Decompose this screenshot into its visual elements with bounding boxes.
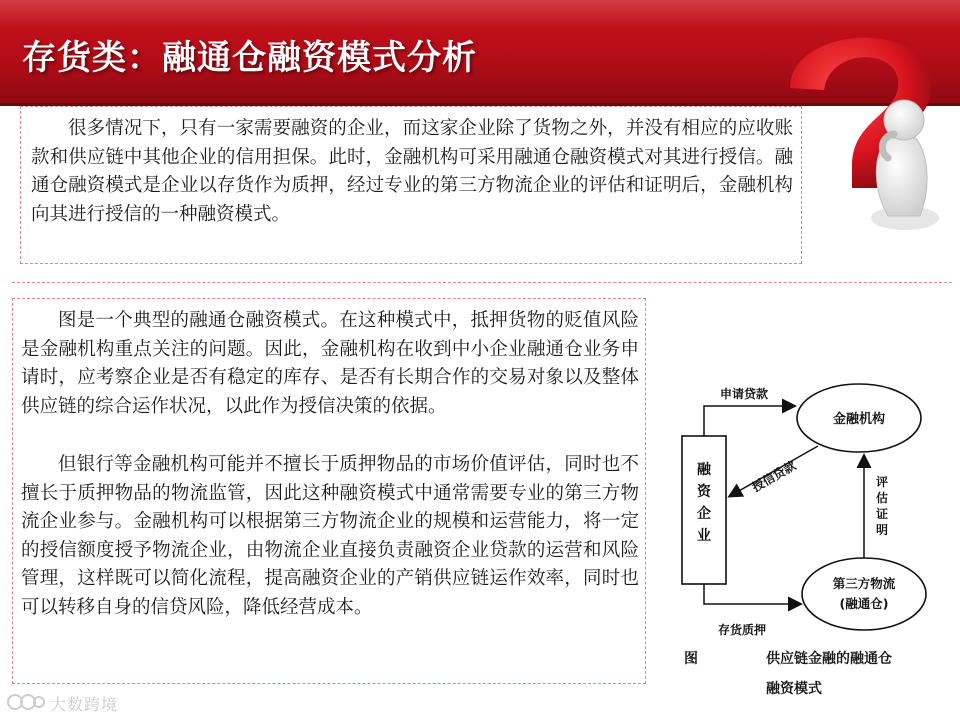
watermark-text: 大数跨境 xyxy=(50,695,119,714)
evaluation-char-2: 估 xyxy=(875,491,889,505)
enterprise-char-3: 企 xyxy=(697,506,711,522)
watermark-logo-icon xyxy=(6,690,46,714)
watermark xyxy=(6,690,130,716)
logistics-node xyxy=(802,558,926,630)
evaluation-char-1: 评 xyxy=(875,475,889,489)
logistics-node-label-2: (融通仓) xyxy=(839,596,889,611)
bank-node-label: 金融机构 xyxy=(832,412,886,427)
section-divider xyxy=(12,282,952,283)
apply-loan-arrow xyxy=(704,406,794,436)
credit-loan-label: 授信贷款 xyxy=(749,458,799,495)
pledge-label: 存货质押 xyxy=(717,623,767,637)
page-title: 存货类：融通仓融资模式分析 xyxy=(22,38,477,78)
enterprise-char-2: 资 xyxy=(697,484,711,500)
body-text-box xyxy=(12,298,646,684)
enterprise-char-4: 业 xyxy=(697,528,711,544)
intro-text-box xyxy=(20,106,802,264)
intro-paragraph: 很多情况下，只有一家需要融资的企业，而这家企业除了货物之外，并没有相应的应收账款和供应链中其他企业的信用担保。此时，金融机构可采用融通仓融资模式对其进行授信。融通仓融资模式是企业以存货作为质押，经过专业的第三方物流企业的评估和证明后，金融机构向其进行授信的一种融资模式。 xyxy=(31,118,793,225)
figure-caption-label: 图 xyxy=(684,651,698,667)
body-paragraph-2: 但银行等金融机构可能并不擅长于质押物品的市场价值评估，同时也不擅长于质押物品的物流监管，因此这种融资模式中通常需要专业的第三方物流企业参与。金融机构可以根据第三方物流企业的规模和运营能力，将一定的授信额度授予物流企业，由物流企业直接负责融资企业贷款的运营和风险管理，这样既可以简化流程，提高融资企业的产销供应链运作效率，同时也可以转移自身的信贷风险，降低经营成本。 xyxy=(21,454,639,618)
evaluation-char-3: 证 xyxy=(875,507,889,521)
body-paragraph-1: 图是一个典型的融通仓融资模式。在这种模式中，抵押货物的贬值风险是金融机构重点关注的问题。因此，金融机构在收到中小企业融通仓业务申请时，应考察企业是否有稳定的库存、是否有长期合作的交易对象以及整体供应链的综合运作状况，以此作为授信决策的依据。 xyxy=(21,310,639,417)
figure-caption-line-2: 融资模式 xyxy=(766,681,822,697)
evaluation-char-4: 明 xyxy=(875,523,889,537)
logistics-node-label-1: 第三方物流 xyxy=(832,576,896,591)
pledge-arrow xyxy=(704,584,800,604)
figure-caption-line-1: 供应链金融的融通仓 xyxy=(766,651,892,667)
enterprise-char-1: 融 xyxy=(697,462,711,478)
apply-loan-label: 申请贷款 xyxy=(719,387,769,401)
